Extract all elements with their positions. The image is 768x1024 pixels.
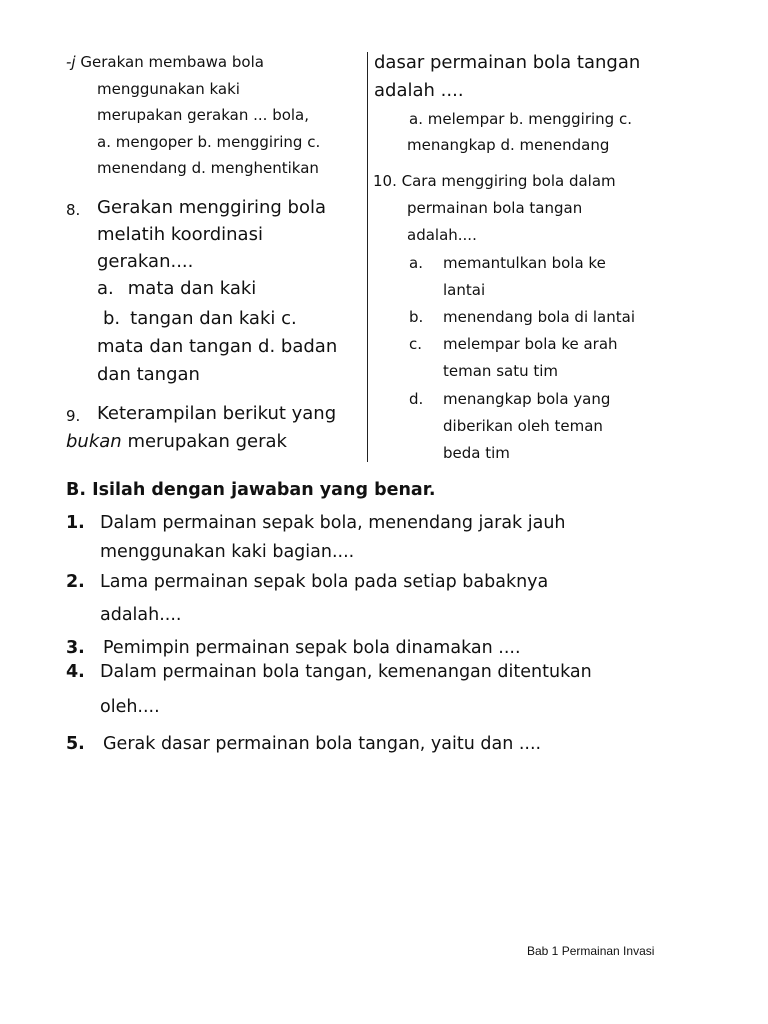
question-10-option-c-line-2: teman satu tim [443,362,559,380]
item-3-number: 3. [66,638,85,658]
emphasis-word: bukan [66,431,122,452]
item-1-line-1: Dalam permainan sepak bola, menendang jarak jauh [100,513,566,533]
question-8-option-b: b. tangan dan kaki c. [103,308,297,329]
question-9-number: 9. [66,407,81,425]
question-10-line-2: permainan bola tangan [407,199,583,217]
question-10-option-c-line-1: melempar bola ke arah [443,335,618,353]
question-7-line-3: merupakan gerakan ... bola, [97,106,310,124]
question-8-line-1: Gerakan menggiring bola [97,197,327,218]
question-7-line-4: a. mengoper b. menggiring c. [97,133,321,151]
section-b-heading: B. Isilah dengan jawaban yang benar. [66,480,436,500]
question-8-line-3: gerakan.... [97,251,194,272]
column-divider [367,52,368,462]
question-10-number: 10. [373,172,397,190]
question-8-number: 8. [66,201,81,219]
question-9-cont-line-1: dasar permainan bola tangan [374,52,641,73]
item-4-number: 4. [66,662,85,682]
item-2-line-2: adalah.... [100,605,182,625]
question-10-line-1: 10. Cara menggiring bola dalam [373,172,616,190]
question-8-option-a: a. mata dan kaki [97,278,257,299]
question-7-prefix: -j [66,53,76,71]
question-9-cont-line-4: menangkap d. menendang [407,136,610,154]
question-10-option-b-line-1: menendang bola di lantai [443,308,635,326]
question-10-option-b-label: b. [409,308,424,326]
question-10-option-d-line-3: beda tim [443,444,510,462]
item-1-number: 1. [66,513,85,533]
page-footer: Bab 1 Permainan Invasi [527,944,655,958]
question-9-line-1: Keterampilan berikut yang [97,403,337,424]
question-9-cont-line-3: a. melempar b. menggiring c. [409,110,632,128]
option-label: b. [103,308,121,329]
item-1-line-2: menggunakan kaki bagian.... [100,542,355,562]
question-10-option-d-label: d. [409,390,424,408]
question-10-option-d-line-1: menangkap bola yang [443,390,611,408]
question-7-line-1: -j Gerakan membawa bola [66,53,264,71]
question-8-line-6: mata dan tangan d. badan [97,336,338,357]
question-10-option-a-line-1: memantulkan bola ke [443,254,606,272]
question-8-line-2: melatih koordinasi [97,224,263,245]
item-2-line-1: Lama permainan sepak bola pada setiap babaknya [100,572,549,592]
question-10-line-3: adalah.... [407,226,477,244]
option-label: a. [97,278,114,299]
item-4-line-1: Dalam permainan bola tangan, kemenangan ditentukan [100,662,592,682]
item-5-line-1: Gerak dasar permainan bola tangan, yaitu dan .... [103,734,542,754]
question-9-line-2: bukan merupakan gerak [66,431,287,452]
item-5-number: 5. [66,734,85,754]
item-2-number: 2. [66,572,85,592]
question-8-line-7: dan tangan [97,364,200,385]
question-10-option-c-label: c. [409,335,423,353]
question-7-line-2: menggunakan kaki [97,80,240,98]
item-3-line-1: Pemimpin permainan sepak bola dinamakan .... [103,638,521,658]
item-4-line-2: oleh.... [100,697,160,717]
question-10-option-a-label: a. [409,254,423,272]
question-10-option-d-line-2: diberikan oleh teman [443,417,603,435]
question-9-cont-line-2: adalah .... [374,80,464,101]
question-10-option-a-line-2: lantai [443,281,486,299]
question-7-line-5: menendang d. menghentikan [97,159,319,177]
